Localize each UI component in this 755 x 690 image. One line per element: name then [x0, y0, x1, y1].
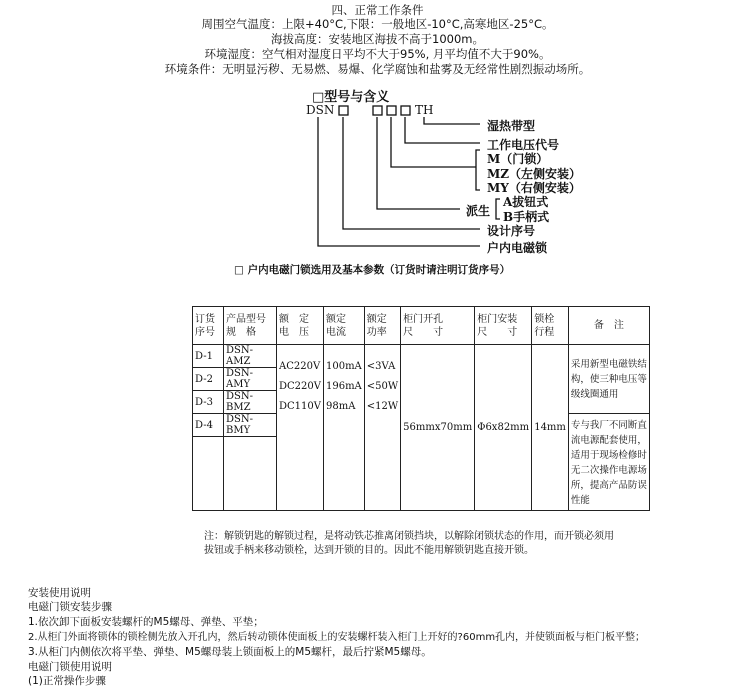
header-power: 额定 功率 — [364, 307, 400, 345]
remark-power: 专与我厂不同断直流电源配套使用，适用于现场检修时无二次操作电源场所，提高产品防误性能 — [568, 414, 649, 511]
current-value: 196mA — [325, 381, 362, 392]
power-value: <3VA — [366, 361, 396, 372]
unlock-note: 注：解锁钥匙的解锁过程，是将动铁芯推离闭锁挡块，以解除闭锁状态的作用，而开锁必须用拔钮或手柄来移动锁栓，达到开锁的目的。因此不能用解锁钥匙直接开锁。 — [204, 531, 614, 556]
install-step-1: 1.依次卸下面板安装螺杆的M5螺母、弹垫、平垫； — [28, 616, 264, 628]
voltage-value: DC110V — [279, 401, 321, 412]
current-cell — [323, 345, 364, 511]
model-code: DSN-BMY — [224, 414, 277, 437]
label-voltage-code: 工作电压代号 — [487, 138, 560, 152]
spec-table — [192, 306, 650, 511]
empty-cell — [193, 437, 224, 511]
install-steps-title: 电磁门锁安装步骤 — [28, 601, 112, 613]
label-humid-tropical: 湿热带型 — [487, 119, 536, 133]
label-handle-type: B手柄式 — [503, 210, 550, 224]
model-meaning-title: □型号与含义 — [312, 90, 390, 105]
order-no: D-3 — [193, 391, 224, 414]
order-no: D-4 — [193, 414, 224, 437]
section-title: 四、正常工作条件 — [331, 3, 424, 17]
table-caption: □ 户内电磁门锁选用及基本参数（订货时请注明订货序号） — [234, 264, 511, 276]
mount-size: Φ6x82mm — [475, 345, 532, 511]
power-value: <12W — [366, 401, 399, 412]
voltage-value: DC220V — [279, 381, 321, 392]
power-value: <50W — [366, 381, 399, 392]
humidity-line: 环境湿度：空气相对湿度日平均不大于95%, 月平均值不大于90%。 — [204, 47, 551, 61]
header-mount-size: 柜门安装 尺 寸 — [475, 307, 532, 345]
model-code: DSN-BMZ — [224, 391, 277, 414]
label-door-lock: M（门锁） — [487, 152, 549, 166]
header-remark: 备 注 — [568, 307, 649, 345]
code-suffix: TH — [415, 103, 434, 117]
label-right-mount: MY（右侧安装） — [487, 181, 581, 195]
label-design-serial: 设计序号 — [487, 224, 536, 238]
current-value: 98mA — [325, 401, 356, 412]
label-indoor-lock: 户内电磁锁 — [487, 241, 548, 255]
install-instructions-title: 安装使用说明 — [28, 587, 91, 599]
voltage-cell — [277, 345, 324, 511]
install-step-3: 3.从柜门内侧依次将平垫、弹垫、M5螺母装上锁面板上的M5螺杆，最后拧紧M5螺母。 — [28, 646, 432, 658]
label-left-mount: MZ（左侧安装） — [487, 167, 582, 181]
power-cell — [364, 345, 400, 511]
stroke-value: 14mm — [532, 345, 569, 511]
header-order-no: 订货 序号 — [193, 307, 224, 345]
header-current: 额定 电流 — [323, 307, 364, 345]
order-no: D-2 — [193, 368, 224, 391]
header-hole-size: 柜门开孔 尺 寸 — [401, 307, 475, 345]
hole-size: 56mmx70mm — [401, 345, 475, 511]
model-code: DSN-AMZ — [224, 345, 277, 368]
environment-line: 环境条件：无明显污秽、无易燃、易爆、化学腐蚀和盐雾及无经常性剧烈振动场所。 — [164, 62, 591, 76]
usage-instructions-title: 电磁门锁使用说明 — [28, 661, 112, 673]
voltage-value: AC220V — [279, 361, 321, 372]
temperature-line: 周围空气温度：上限+40°C,下限：一般地区-10°C,高寒地区-25°C。 — [201, 17, 554, 31]
header-model: 产品型号 规 格 — [224, 307, 277, 345]
label-knob-type: A拔钮式 — [503, 195, 549, 209]
order-no: D-1 — [193, 345, 224, 368]
code-prefix: DSN — [306, 103, 335, 117]
label-derived: 派生 — [466, 204, 491, 218]
remark-coil: 采用新型电磁铁结构，使三种电压等级线圈通用 — [568, 345, 649, 414]
altitude-line: 海拔高度：安装地区海拔不高于1000m。 — [271, 32, 484, 46]
install-step-2: 2.从柜门外面将锁体的锁栓侧先放入开孔内，然后转动锁体使面板上的安装螺杆装入柜门上开好的?60mm孔内，并使锁面板与柜门板平整； — [28, 632, 646, 643]
current-value: 100mA — [325, 361, 362, 372]
header-voltage: 额 定 电 压 — [277, 307, 324, 345]
model-designation-diagram — [0, 0, 755, 300]
normal-operation-title: (1)正常操作步骤 — [28, 675, 106, 687]
header-stroke: 锁栓 行程 — [532, 307, 569, 345]
empty-cell — [224, 437, 277, 511]
model-code: DSN-AMY — [224, 368, 277, 391]
